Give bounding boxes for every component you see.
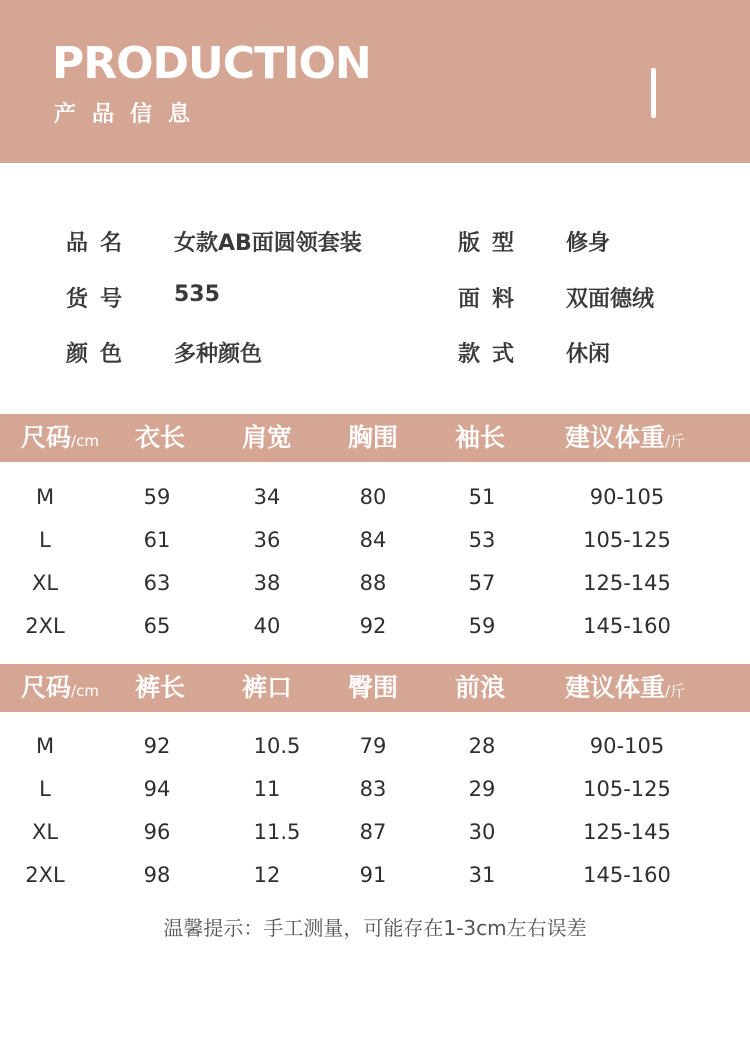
table-cell: M [35, 734, 55, 758]
table-cell: 36 [253, 528, 281, 552]
table-cell: 2XL [25, 614, 65, 638]
table-cell: 34 [253, 485, 281, 509]
table-cell: 98 [143, 863, 171, 887]
header-subtitle: 产品信息 [54, 102, 207, 127]
table-cell: 90-105 [589, 734, 665, 758]
table-row [0, 519, 750, 562]
info-row [0, 282, 750, 316]
column-header: 肩宽 [241, 423, 292, 452]
column-header: 前浪 [454, 673, 505, 702]
header-accent-bar [651, 68, 656, 118]
table-cell: 11 [253, 777, 281, 801]
table-cell: 125-145 [583, 820, 671, 844]
table-cell: 38 [253, 571, 281, 595]
measurement-note: 温馨提示：手工测量，可能存在1-3cm左右误差 [163, 916, 587, 940]
column-header: 裤口 [241, 673, 292, 702]
top-table-header [0, 414, 750, 462]
table-row [0, 768, 750, 811]
table-cell: 53 [468, 528, 496, 552]
table-row [0, 476, 750, 519]
info-value: 多种颜色 [174, 342, 263, 367]
table-cell: 28 [468, 734, 496, 758]
header-title: PRODUCTION [52, 38, 371, 89]
table-cell: 31 [468, 863, 496, 887]
info-value: 女款AB面圆领套装 [174, 231, 362, 256]
table-cell: 145-160 [583, 863, 671, 887]
info-label: 品名 [66, 231, 135, 256]
column-header: 胸围 [347, 423, 398, 452]
table-row [0, 605, 750, 648]
table-cell: 40 [253, 614, 281, 638]
column-header: 尺码/cm [21, 673, 99, 702]
info-row [0, 337, 750, 371]
table-cell: 91 [359, 863, 387, 887]
table-cell: XL [31, 820, 59, 844]
info-value: 休闲 [566, 342, 611, 367]
table-row [0, 854, 750, 897]
table-cell: 10.5 [253, 734, 301, 758]
table-row [0, 811, 750, 854]
info-label: 货号 [66, 287, 135, 312]
table-cell: 65 [143, 614, 171, 638]
table-cell: 11.5 [253, 820, 301, 844]
table-row [0, 562, 750, 605]
info-value: 双面德绒 [566, 287, 655, 312]
table-cell: 12 [253, 863, 281, 887]
table-cell: 105-125 [583, 777, 671, 801]
table-cell: L [39, 528, 51, 552]
table-cell: 61 [143, 528, 171, 552]
column-header: 裤长 [134, 673, 185, 702]
table-cell: 59 [143, 485, 171, 509]
table-cell: 80 [359, 485, 387, 509]
info-value: 修身 [566, 231, 611, 256]
table-row [0, 725, 750, 768]
table-cell: 96 [143, 820, 171, 844]
info-label: 版型 [458, 231, 527, 256]
table-cell: 79 [359, 734, 387, 758]
table-cell: 125-145 [583, 571, 671, 595]
table-cell: 87 [359, 820, 387, 844]
info-label: 颜色 [66, 342, 135, 367]
column-header: 建议体重/斤 [564, 673, 686, 702]
table-cell: 63 [143, 571, 171, 595]
table-cell: 84 [359, 528, 387, 552]
info-label: 款式 [458, 342, 527, 367]
table-cell: M [35, 485, 55, 509]
table-cell: 94 [143, 777, 171, 801]
header-banner [0, 0, 750, 163]
info-row [0, 226, 750, 260]
table-cell: 51 [468, 485, 496, 509]
table-cell: 29 [468, 777, 496, 801]
table-cell: L [39, 777, 51, 801]
column-header: 衣长 [134, 423, 185, 452]
column-header: 尺码/cm [21, 423, 99, 452]
bottom-table-header [0, 664, 750, 712]
table-cell: 59 [468, 614, 496, 638]
table-cell: 83 [359, 777, 387, 801]
column-header: 建议体重/斤 [564, 423, 686, 452]
column-header: 袖长 [454, 423, 505, 452]
table-cell: 92 [143, 734, 171, 758]
table-cell: 90-105 [589, 485, 665, 509]
table-cell: 105-125 [583, 528, 671, 552]
table-cell: 57 [468, 571, 496, 595]
table-cell: 88 [359, 571, 387, 595]
column-header: 臀围 [347, 673, 398, 702]
table-cell: 92 [359, 614, 387, 638]
table-cell: 2XL [25, 863, 65, 887]
table-cell: XL [31, 571, 59, 595]
table-cell: 145-160 [583, 614, 671, 638]
info-label: 面料 [458, 287, 527, 312]
info-value: 535 [174, 282, 220, 307]
table-cell: 30 [468, 820, 496, 844]
